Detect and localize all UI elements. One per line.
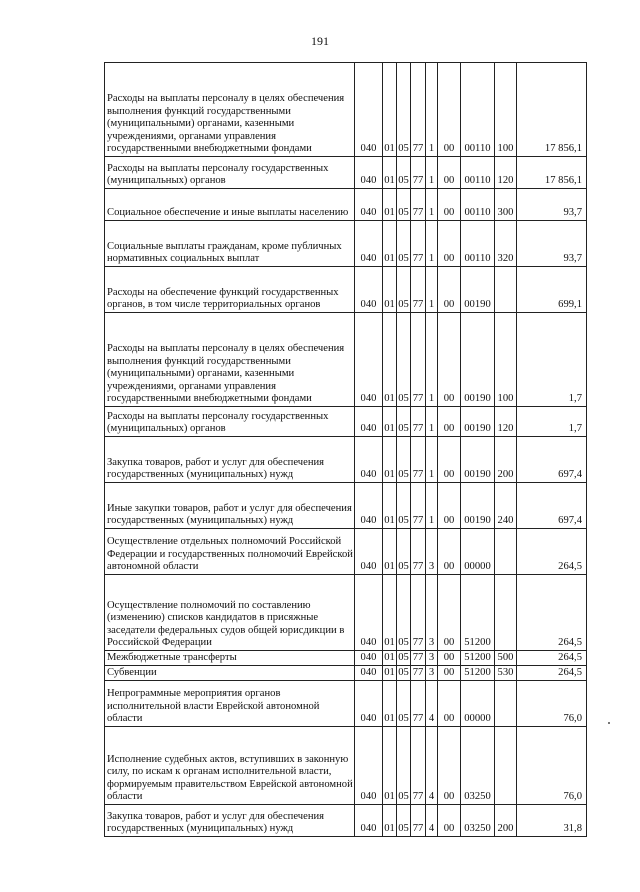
row-name: Расходы на выплаты персоналу в целях обеспечения выполнения функций государственными (муниципальными) органами, казенными учреждениями, органами управления государственными внебюджетными фондами	[105, 63, 355, 157]
activity-code: 00	[438, 483, 461, 529]
pr-code: 05	[397, 221, 411, 267]
activity-code: 00	[438, 157, 461, 189]
pr-code: 05	[397, 313, 411, 407]
rz-code: 01	[383, 727, 397, 805]
direction-code: 00190	[461, 407, 495, 437]
activity-code: 00	[438, 267, 461, 313]
rz-code: 01	[383, 681, 397, 727]
activity-code: 00	[438, 681, 461, 727]
expense-type-code: 200	[495, 805, 517, 837]
program-code: 77	[411, 483, 426, 529]
row-amount: 17 856,1	[517, 63, 587, 157]
pr-code: 05	[397, 575, 411, 651]
program-code: 77	[411, 666, 426, 681]
pr-code: 05	[397, 805, 411, 837]
pr-code: 05	[397, 529, 411, 575]
program-code: 77	[411, 221, 426, 267]
program-code: 77	[411, 63, 426, 157]
row-amount: 699,1	[517, 267, 587, 313]
row-name: Расходы на обеспечение функций государственных органов, в том числе территориальных органов	[105, 267, 355, 313]
rz-code: 01	[383, 407, 397, 437]
table-row	[105, 483, 587, 529]
expense-type-code: 500	[495, 651, 517, 666]
table-row	[105, 727, 587, 805]
row-name: Расходы на выплаты персоналу государственных (муниципальных) органов	[105, 407, 355, 437]
rz-code: 01	[383, 575, 397, 651]
subprogram-code: 4	[426, 805, 438, 837]
scan-dot	[608, 722, 610, 724]
rz-code: 01	[383, 313, 397, 407]
direction-code: 00000	[461, 529, 495, 575]
ved-code: 040	[355, 575, 383, 651]
direction-code: 51200	[461, 575, 495, 651]
row-name: Закупка товаров, работ и услуг для обеспечения государственных (муниципальных) нужд	[105, 805, 355, 837]
row-amount: 264,5	[517, 575, 587, 651]
direction-code: 51200	[461, 651, 495, 666]
ved-code: 040	[355, 483, 383, 529]
table-row	[105, 313, 587, 407]
program-code: 77	[411, 157, 426, 189]
subprogram-code: 1	[426, 313, 438, 407]
pr-code: 05	[397, 267, 411, 313]
expense-type-code: 320	[495, 221, 517, 267]
pr-code: 05	[397, 157, 411, 189]
ved-code: 040	[355, 805, 383, 837]
expense-type-code	[495, 681, 517, 727]
expense-type-code	[495, 529, 517, 575]
program-code: 77	[411, 805, 426, 837]
activity-code: 00	[438, 529, 461, 575]
activity-code: 00	[438, 407, 461, 437]
subprogram-code: 1	[426, 157, 438, 189]
subprogram-code: 1	[426, 189, 438, 221]
rz-code: 01	[383, 437, 397, 483]
row-amount: 93,7	[517, 221, 587, 267]
subprogram-code: 1	[426, 407, 438, 437]
activity-code: 00	[438, 189, 461, 221]
expense-type-code: 120	[495, 407, 517, 437]
table-row	[105, 63, 587, 157]
row-amount: 264,5	[517, 529, 587, 575]
ved-code: 040	[355, 267, 383, 313]
table-row	[105, 407, 587, 437]
table-row	[105, 189, 587, 221]
table-row	[105, 529, 587, 575]
ved-code: 040	[355, 651, 383, 666]
ved-code: 040	[355, 727, 383, 805]
program-code: 77	[411, 727, 426, 805]
table-row	[105, 651, 587, 666]
row-name: Непрограммные мероприятия органов исполнительной власти Еврейской автономной области	[105, 681, 355, 727]
program-code: 77	[411, 267, 426, 313]
rz-code: 01	[383, 529, 397, 575]
row-amount: 264,5	[517, 666, 587, 681]
row-name: Социальные выплаты гражданам, кроме публичных нормативных социальных выплат	[105, 221, 355, 267]
subprogram-code: 1	[426, 267, 438, 313]
activity-code: 00	[438, 63, 461, 157]
expense-type-code	[495, 575, 517, 651]
subprogram-code: 4	[426, 681, 438, 727]
ved-code: 040	[355, 666, 383, 681]
ved-code: 040	[355, 407, 383, 437]
row-amount: 697,4	[517, 483, 587, 529]
rz-code: 01	[383, 157, 397, 189]
subprogram-code: 3	[426, 651, 438, 666]
subprogram-code: 3	[426, 666, 438, 681]
table-row	[105, 681, 587, 727]
row-amount: 17 856,1	[517, 157, 587, 189]
subprogram-code: 1	[426, 437, 438, 483]
row-amount: 76,0	[517, 681, 587, 727]
rz-code: 01	[383, 483, 397, 529]
budget-table-body	[105, 63, 587, 837]
pr-code: 05	[397, 651, 411, 666]
pr-code: 05	[397, 437, 411, 483]
table-row	[105, 157, 587, 189]
subprogram-code: 1	[426, 63, 438, 157]
table-row	[105, 666, 587, 681]
program-code: 77	[411, 189, 426, 221]
rz-code: 01	[383, 651, 397, 666]
rz-code: 01	[383, 666, 397, 681]
row-amount: 1,7	[517, 313, 587, 407]
rz-code: 01	[383, 221, 397, 267]
direction-code: 00190	[461, 437, 495, 483]
direction-code: 00110	[461, 157, 495, 189]
subprogram-code: 3	[426, 575, 438, 651]
activity-code: 00	[438, 727, 461, 805]
row-name: Осуществление отдельных полномочий Российской Федерации и государственных полномочий Еврейской автономной области	[105, 529, 355, 575]
expense-type-code: 100	[495, 63, 517, 157]
ved-code: 040	[355, 437, 383, 483]
pr-code: 05	[397, 483, 411, 529]
row-amount: 93,7	[517, 189, 587, 221]
direction-code: 03250	[461, 805, 495, 837]
pr-code: 05	[397, 407, 411, 437]
subprogram-code: 3	[426, 529, 438, 575]
activity-code: 00	[438, 221, 461, 267]
direction-code: 00110	[461, 189, 495, 221]
activity-code: 00	[438, 313, 461, 407]
activity-code: 00	[438, 805, 461, 837]
row-amount: 31,8	[517, 805, 587, 837]
row-name: Исполнение судебных актов, вступивших в законную силу, по искам к органам исполнительной власти, формируемым правительством Еврейской автономной области	[105, 727, 355, 805]
row-amount: 697,4	[517, 437, 587, 483]
rz-code: 01	[383, 189, 397, 221]
row-name: Социальное обеспечение и иные выплаты населению	[105, 189, 355, 221]
page-number: 191	[311, 34, 329, 48]
subprogram-code: 1	[426, 483, 438, 529]
program-code: 77	[411, 407, 426, 437]
ved-code: 040	[355, 313, 383, 407]
row-name: Межбюджетные трансферты	[105, 651, 355, 666]
row-name: Расходы на выплаты персоналу государственных (муниципальных) органов	[105, 157, 355, 189]
expense-type-code: 120	[495, 157, 517, 189]
subprogram-code: 1	[426, 221, 438, 267]
direction-code: 03250	[461, 727, 495, 805]
program-code: 77	[411, 575, 426, 651]
budget-table	[104, 62, 587, 837]
program-code: 77	[411, 313, 426, 407]
rz-code: 01	[383, 63, 397, 157]
expense-type-code: 300	[495, 189, 517, 221]
table-row	[105, 575, 587, 651]
pr-code: 05	[397, 189, 411, 221]
table-row	[105, 221, 587, 267]
direction-code: 00190	[461, 267, 495, 313]
row-amount: 264,5	[517, 651, 587, 666]
table-row	[105, 267, 587, 313]
program-code: 77	[411, 681, 426, 727]
pr-code: 05	[397, 681, 411, 727]
activity-code: 00	[438, 575, 461, 651]
row-name: Иные закупки товаров, работ и услуг для обеспечения государственных (муниципальных) нужд	[105, 483, 355, 529]
row-name: Субвенции	[105, 666, 355, 681]
ved-code: 040	[355, 529, 383, 575]
pr-code: 05	[397, 727, 411, 805]
direction-code: 00110	[461, 63, 495, 157]
expense-type-code: 240	[495, 483, 517, 529]
expense-type-code: 200	[495, 437, 517, 483]
direction-code: 00110	[461, 221, 495, 267]
direction-code: 00000	[461, 681, 495, 727]
subprogram-code: 4	[426, 727, 438, 805]
ved-code: 040	[355, 189, 383, 221]
activity-code: 00	[438, 437, 461, 483]
ved-code: 040	[355, 681, 383, 727]
row-name: Расходы на выплаты персоналу в целях обеспечения выполнения функций государственными (муниципальными) органами, казенными учреждениями, органами управления государственными внебюджетными фондами	[105, 313, 355, 407]
rz-code: 01	[383, 267, 397, 313]
rz-code: 01	[383, 805, 397, 837]
expense-type-code: 530	[495, 666, 517, 681]
program-code: 77	[411, 651, 426, 666]
ved-code: 040	[355, 63, 383, 157]
activity-code: 00	[438, 666, 461, 681]
row-name: Осуществление полномочий по составлению (изменению) списков кандидатов в присяжные заседатели федеральных судов общей юрисдикции в Российской Федерации	[105, 575, 355, 651]
expense-type-code: 100	[495, 313, 517, 407]
table-row	[105, 805, 587, 837]
row-amount: 76,0	[517, 727, 587, 805]
row-name: Закупка товаров, работ и услуг для обеспечения государственных (муниципальных) нужд	[105, 437, 355, 483]
activity-code: 00	[438, 651, 461, 666]
program-code: 77	[411, 437, 426, 483]
pr-code: 05	[397, 63, 411, 157]
direction-code: 00190	[461, 483, 495, 529]
expense-type-code	[495, 727, 517, 805]
table-row	[105, 437, 587, 483]
expense-type-code	[495, 267, 517, 313]
row-amount: 1,7	[517, 407, 587, 437]
ved-code: 040	[355, 221, 383, 267]
direction-code: 00190	[461, 313, 495, 407]
direction-code: 51200	[461, 666, 495, 681]
pr-code: 05	[397, 666, 411, 681]
program-code: 77	[411, 529, 426, 575]
ved-code: 040	[355, 157, 383, 189]
